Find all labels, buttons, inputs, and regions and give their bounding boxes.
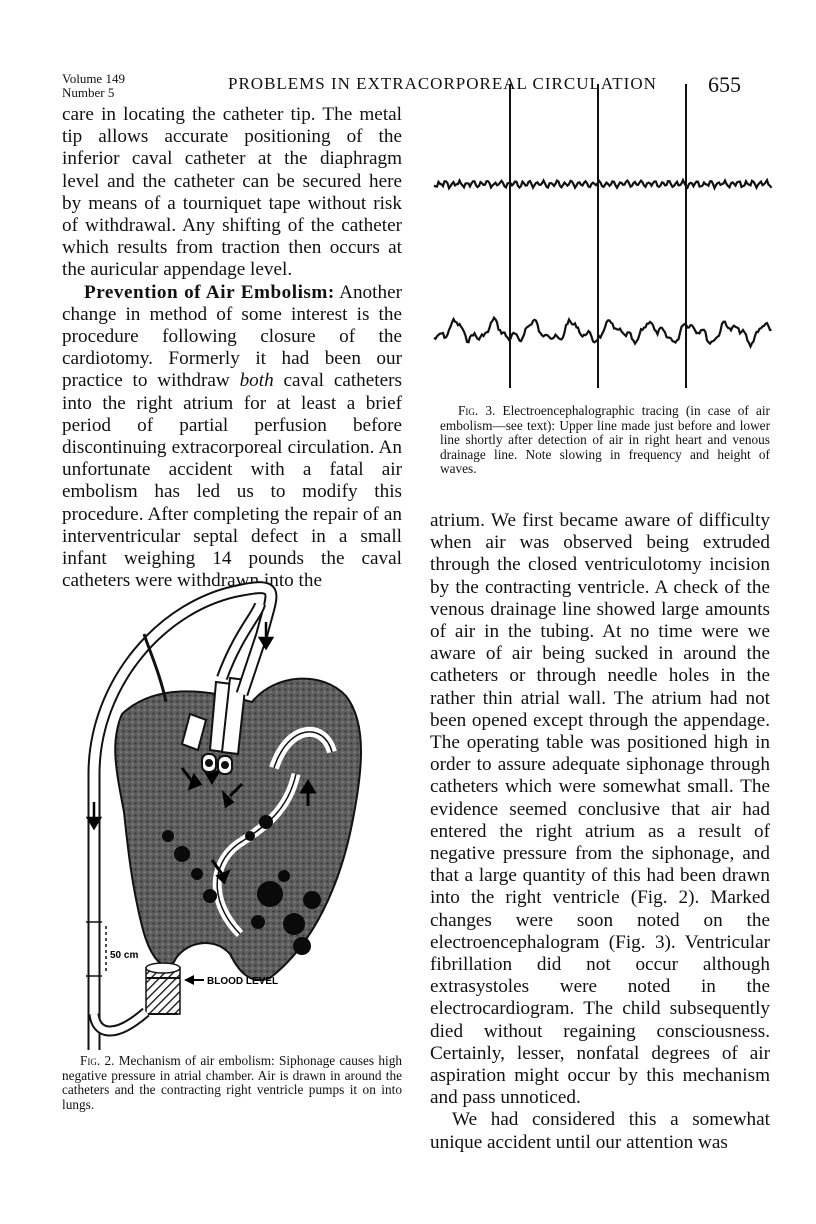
left-paragraph-1: care in locating the catheter tip. The metal tip allows accurate positioning of the inferior caval catheter at the diaphragm level and the catheter can be secured here by means of a tourniquet tape without risk of withdrawal. Any shifting of the catheter which results from traction then occurs at the auricular appendage level. [62, 104, 402, 281]
running-title: PROBLEMS IN EXTRACORPOREAL CIRCULATION [228, 74, 657, 93]
figure-2-illustration [62, 574, 402, 1050]
paragraph-text: caval catheters into the right atrium for at least a brief period of partial perfusion before discontinuing extracorporeal circulation. An unfortunate accident with a fatal air embolism has led us to modify this procedure. After completing the repair of an interventricular septal defect in a small infant weighing 14 pounds the caval catheters were withdrawn into the [62, 370, 402, 592]
figure-3-eeg-tracing [430, 84, 776, 388]
right-paragraph-2: We had considered this a somewhat unique accident until our attention was [430, 1109, 770, 1153]
page-number: 655 [708, 72, 741, 97]
right-paragraph-1: atrium. We first became aware of difficulty when air was observed being extruded through the closed ventriculotomy incision by the contracting ventricle. A check of the venous drainage line showed large amounts of air in the tubing. At no time were we aware of air being sucked in around the catheters or through needle holes in the rather thin atrial wall. The atrium had not been opened except through the appendage. The operating table was positioned high in order to assure adequate siphonage through catheters which were somewhat small. The evidence seemed conclusive that air had entered the right atrium as a result of negative pressure from the siphonage, and that a large quantity of this had been drawn into the right ventricle (Fig. 2). Marked changes were soon noted on the electroencephalogram (Fig. 3). Ventricular fibrillation did not occur although extrasystoles were noted in the electrocardiogram. The child subsequently died without regaining consciousness. Certainly, lesser, nonfatal degrees of air aspiration might occur by this mechanism and pass unnoticed. [430, 510, 770, 1109]
section-heading: Prevention of Air Embolism: [84, 281, 335, 303]
blood-reservoir [146, 963, 180, 1014]
right-column-text [430, 510, 770, 1154]
figure-3-caption-text: Electroencephalographic tracing (in case of air embolism—see text): Upper line made just before and lower line shortly after detection of air in right heart and venous drainage line. Note slowing in frequency and height of waves. [440, 403, 770, 477]
figure-2-caption [62, 1054, 402, 1112]
figure-3-caption-label: Fig. 3. [458, 403, 496, 418]
left-paragraph-2 [62, 282, 402, 593]
paragraph-text: Another change in method of some interest is the procedure following closure of the cardiotomy. Formerly it had been our practice to withdraw [62, 281, 402, 392]
italic-emphasis: both [239, 370, 274, 392]
eeg-lower-trace [434, 318, 772, 347]
figure-3-caption [440, 404, 770, 477]
fifty-cm-label: 50 cm [110, 950, 139, 961]
volume-number [62, 72, 125, 100]
blood-level-label: BLOOD LEVEL [207, 976, 279, 987]
eeg-upper-trace [434, 180, 772, 188]
left-column-text [62, 104, 402, 592]
blood-level-arrow [184, 975, 204, 985]
figure-2-caption-text: Mechanism of air embolism: Siphonage causes high negative pressure in atrial chamber. Air is drawn in around the catheters and the contracting right ventricle pumps it on into lungs. [62, 1053, 403, 1112]
issue-number-label: Number 5 [62, 85, 115, 100]
figure-2-caption-label: Fig. 2. [80, 1053, 115, 1068]
volume-label: Volume 149 [62, 71, 125, 86]
